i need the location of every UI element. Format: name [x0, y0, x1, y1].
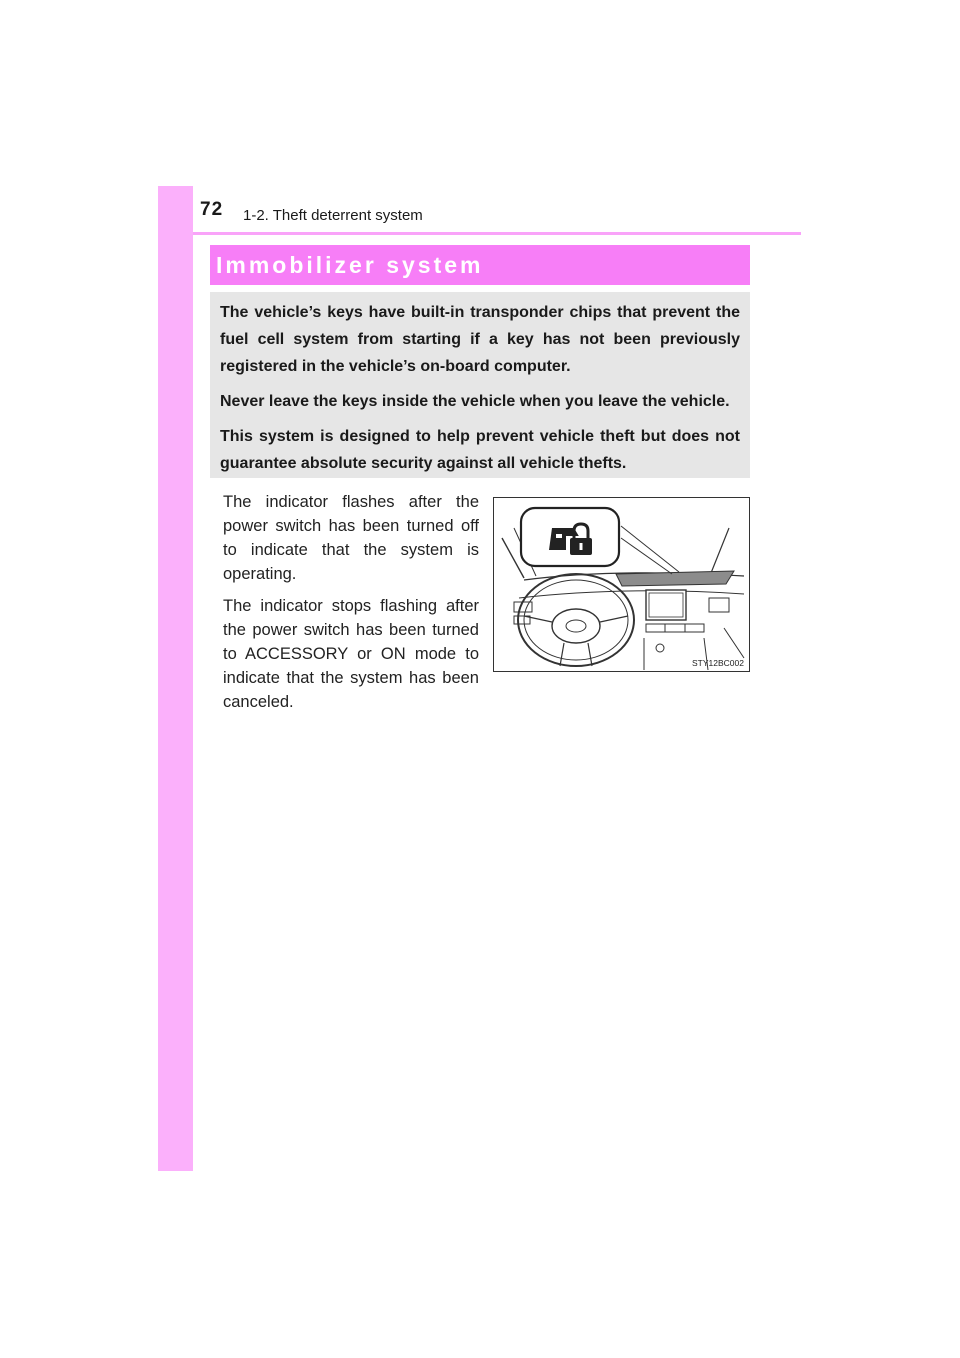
- title-banner: [210, 245, 750, 285]
- intro-paragraph: The vehicle’s keys have built-in transponder chips that prevent the fuel cell system from starting if a key has not been previously registered in the vehicle’s on-board computer.: [220, 304, 740, 375]
- header-rule: [193, 232, 801, 235]
- body-paragraph: The indicator stops flashing after the power switch has been turned to ACCESSORY or ON mode to indicate that the system has been canceled.: [223, 597, 479, 711]
- intro-paragraph: Never leave the keys inside the vehicle when you leave the vehicle.: [220, 393, 730, 410]
- body-paragraph: The indicator flashes after the power switch has been turned off to indicate that the system is operating.: [223, 493, 479, 583]
- section-label: 1-2. Theft deterrent system: [243, 207, 423, 224]
- dashboard-drawing: [494, 498, 749, 671]
- page-title: Immobilizer system: [216, 251, 484, 278]
- side-tab: [158, 186, 193, 1171]
- page-number: 72: [200, 199, 224, 220]
- illustration-code: STY12BC002: [692, 658, 744, 668]
- intro-paragraph: This system is designed to help prevent vehicle theft but does not guarantee absolute security against all vehicle thefts.: [220, 428, 740, 472]
- dashboard-illustration: [493, 497, 750, 672]
- intro-box: [210, 292, 750, 478]
- body-text: [223, 490, 479, 722]
